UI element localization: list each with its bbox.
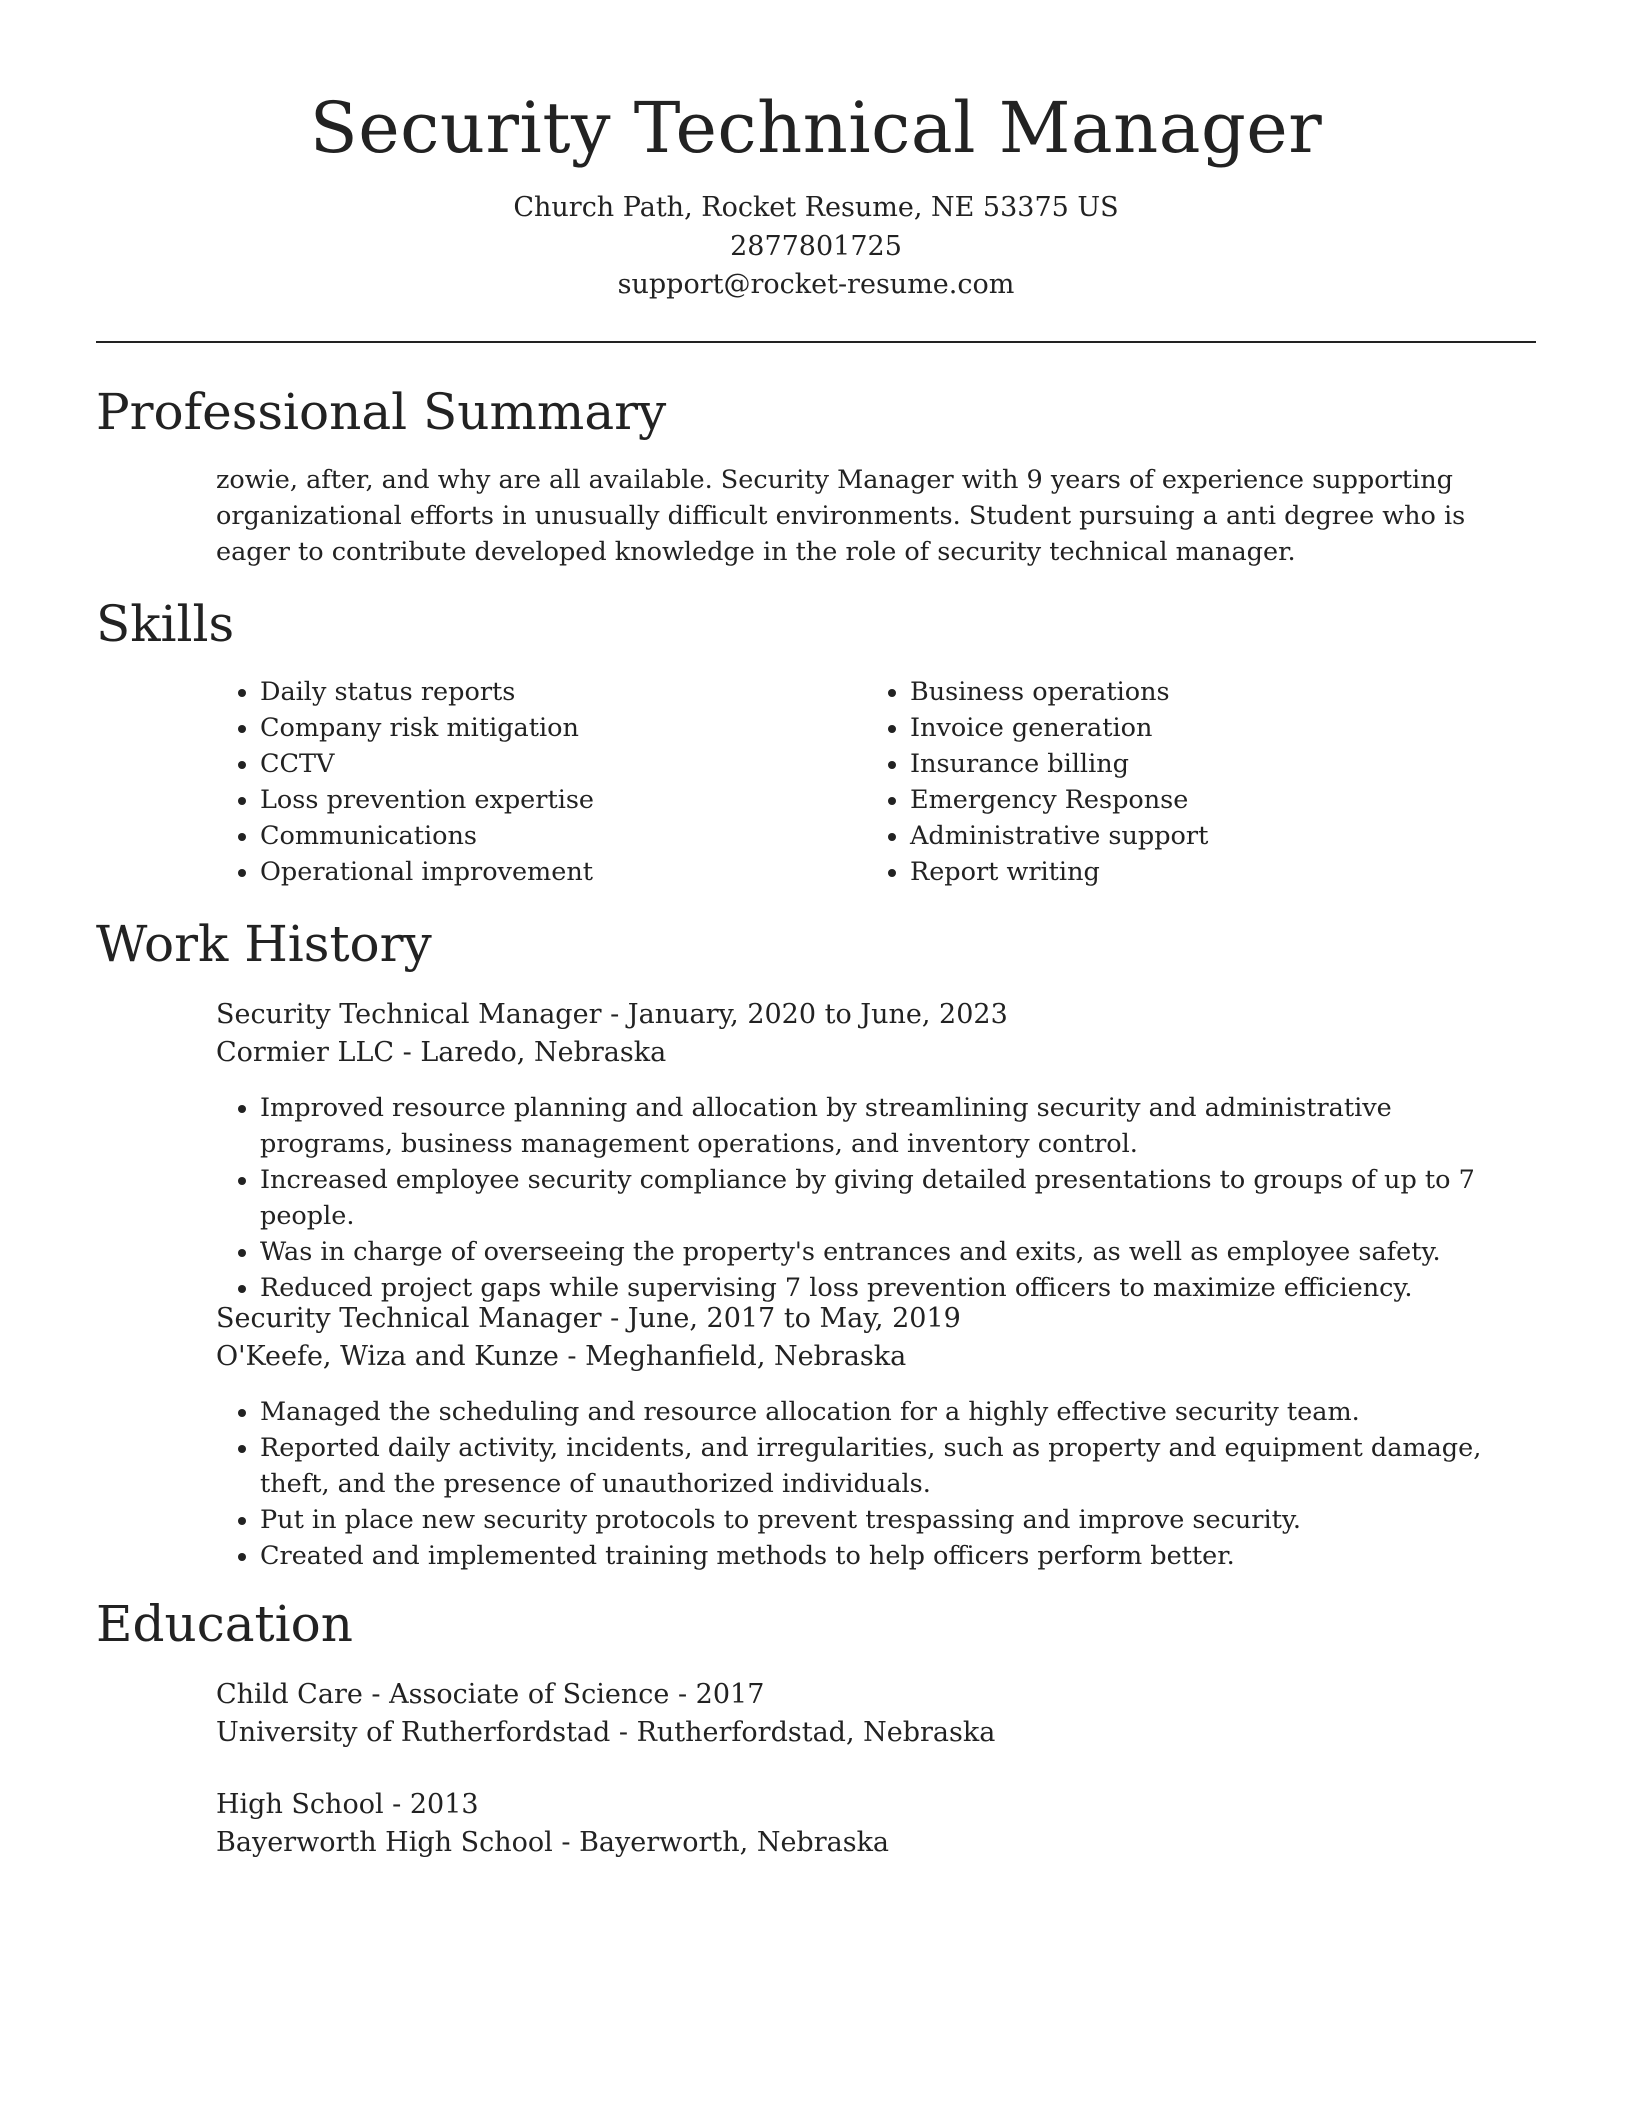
job-separator: - [558,1341,586,1372]
skill-item: • Report writing [910,854,1530,890]
skill-item: • Emergency Response [910,782,1530,818]
skills-list-left [216,674,820,890]
education-location: Rutherfordstad, Nebraska [636,1717,996,1748]
job-role: Security Technical Manager [216,999,602,1030]
resume-name: Security Technical Manager [309,87,1323,169]
job-bullets [216,1090,1530,1306]
contact-email: support@rocket-resume.com [617,269,1015,300]
skill-item: • Company risk mitigation [260,710,820,746]
job-title-line [216,1300,961,1338]
skills-heading: Skills [96,595,235,653]
job-bullets [216,1394,1530,1574]
job-bullet: • Put in place new security protocols to prevent trespassing and improve security. [260,1502,1530,1538]
summary-text: zowie, after, and why are all available. Security Manager with 9 years of experience supporting organizational efforts in unusually difficult environments. Student pursuing a anti degree who is eager to contribute developed knowledge in the role of security technical manager. [216,465,1466,567]
job-location: Laredo, Nebraska [420,1037,667,1068]
skill-item: • Insurance billing [910,746,1530,782]
skill-item: • Invoice generation [910,710,1530,746]
education-school-line [216,1824,889,1862]
skill-item: • CCTV [260,746,820,782]
job-company-line [216,1034,666,1072]
contact-phone: 2877801725 [730,231,902,262]
job-separator: - [601,999,628,1030]
education-heading: Education [96,1595,353,1653]
header-divider [96,341,1536,343]
job-separator: - [394,1037,421,1068]
skill-item: • Daily status reports [260,674,820,710]
job-dates: January, 2020 to June, 2023 [627,999,1008,1030]
education-school-line [216,1714,995,1752]
skill-item: • Communications [260,818,820,854]
job-title-line [216,996,1008,1034]
job-bullet: • Was in charge of overseeing the property's entrances and exits, as well as employee safety. [260,1234,1530,1270]
skill-item: • Administrative support [910,818,1530,854]
job-bullet: • Reported daily activity, incidents, and irregularities, such as property and equipment damage, theft, and the presence of unauthorized individuals. [260,1430,1530,1502]
education-separator: - [610,1717,637,1748]
education-degree: Child Care - Associate of Science - 2017 [216,1679,765,1710]
education-school: University of Rutherfordstad [216,1717,611,1748]
education-location: Bayerworth, Nebraska [579,1827,890,1858]
job-separator: - [601,1303,628,1334]
job-company-line [216,1338,906,1376]
job-location: Meghanfield, Nebraska [585,1341,907,1372]
skill-item: • Loss prevention expertise [260,782,820,818]
job-bullet: • Increased employee security compliance by giving detailed presentations to groups of up to 7 people. [260,1162,1530,1234]
job-company: Cormier LLC [216,1037,395,1068]
summary-heading: Professional Summary [96,383,667,441]
education-separator: - [552,1827,580,1858]
work-heading: Work History [96,915,432,973]
education-school: Bayerworth High School [216,1827,553,1858]
job-role: Security Technical Manager [216,1303,602,1334]
skill-item: • Business operations [910,674,1530,710]
job-bullet: • Managed the scheduling and resource allocation for a highly effective security team. [260,1394,1530,1430]
job-bullet: • Created and implemented training methods to help officers perform better. [260,1538,1530,1574]
job-bullet: • Reduced project gaps while supervising 7 loss prevention officers to maximize efficiency. [260,1270,1530,1306]
job-dates: June, 2017 to May, 2019 [627,1303,961,1334]
education-degree: High School - 2013 [216,1789,479,1820]
job-bullet: • Improved resource planning and allocation by streamlining security and administrative programs, business management operations, and inventory control. [260,1090,1530,1162]
skill-item: • Operational improvement [260,854,820,890]
job-company: O'Keefe, Wiza and Kunze [216,1341,559,1372]
contact-address: Church Path, Rocket Resume, NE 53375 US [513,192,1119,223]
skills-list-right [866,674,1530,890]
